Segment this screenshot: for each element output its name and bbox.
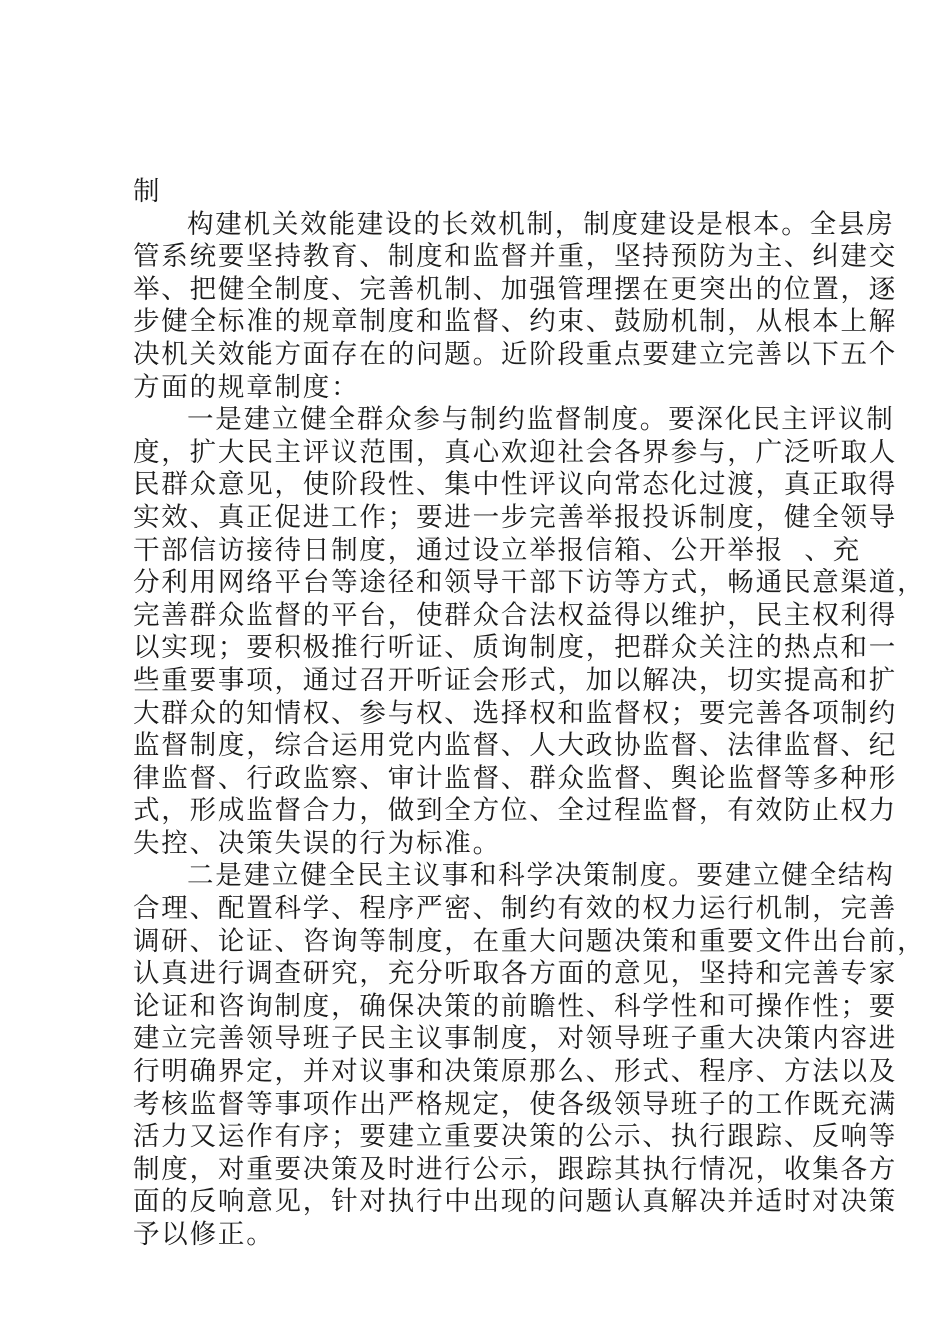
text-line: 些重要事项，通过召开听证会形式，加以解决，切实提高和扩 [133, 664, 898, 696]
text-line: 认真进行调查研究，充分听取各方面的意见，坚持和完善专家 [133, 958, 898, 990]
text-line: 行明确界定，并对议事和决策原那么、形式、程序、方法以及 [133, 1056, 898, 1088]
paragraph-first-line: 构建机关效能建设的长效机制，制度建设是根本。全县房 [187, 208, 895, 240]
text-line: 予以修正。 [133, 1219, 275, 1250]
text-line: 式，形成监督合力，做到全方位、全过程监督，有效防止权力 [133, 795, 898, 827]
text-line: 管系统要坚持教育、制度和监督并重，坚持预防为主、纠建交 [133, 241, 898, 273]
text-line: 决机关效能方面存在的问题。近阶段重点要建立完善以下五个 [133, 338, 898, 370]
paragraph-first-line: 二是建立健全民主议事和科学决策制度。要建立健全结构 [187, 860, 895, 892]
text-line: 大群众的知情权、参与权、选择权和监督权；要完善各项制约 [133, 697, 898, 729]
text-line: 度，扩大民主评议范围，真心欢迎社会各界参与，广泛听取人 [133, 436, 898, 468]
text-line: 实效、真正促进工作；要进一步完善举报投诉制度，健全领导 [133, 501, 898, 533]
text-line: 面的反响意见，针对执行中出现的问题认真解决并适时对决策 [133, 1186, 898, 1218]
text-line: 以实现；要积极推行听证、质询制度，把群众关注的热点和一 [133, 632, 898, 664]
text-line: 考核监督等事项作出严格规定，使各级领导班子的工作既充满 [133, 1088, 898, 1120]
text-line: 建立完善领导班子民主议事制度，对领导班子重大决策内容进 [133, 1023, 898, 1055]
text-line: 活力又运作有序；要建立重要决策的公示、执行跟踪、反响等 [133, 1121, 898, 1153]
text-line: 调研、论证、咨询等制度，在重大问题决策和重要文件出台前， [133, 925, 926, 957]
body-text [133, 176, 926, 1252]
text-line: 监督制度，综合运用党内监督、人大政协监督、法律监督、纪 [133, 730, 898, 762]
text-line: 步健全标准的规章制度和监督、约束、鼓励机制，从根本上解 [133, 306, 898, 338]
text-line: 分利用网络平台等途径和领导干部下访等方式，畅通民意渠道， [133, 567, 926, 599]
text-line: 失控、决策失误的行为标准。 [133, 827, 501, 859]
text-line: 律监督、行政监察、审计监督、群众监督、舆论监督等多种形 [133, 762, 898, 794]
text-line: 方面的规章制度： [133, 371, 360, 403]
text-line: 合理、配置科学、程序严密、制约有效的权力运行机制，完善 [133, 893, 898, 925]
text-line: 干部信访接待日制度，通过设立举报信箱、公开举报 、充 [133, 534, 861, 566]
text-line: 举、把健全制度、完善机制、加强管理摆在更突出的位置，逐 [133, 273, 898, 305]
text-line: 论证和咨询制度，确保决策的前瞻性、科学性和可操作性；要 [133, 990, 898, 1022]
text-line: 民群众意见，使阶段性、集中性评议向常态化过渡，真正取得 [133, 469, 898, 501]
text-line: 完善群众监督的平台，使群众合法权益得以维护，民主权利得 [133, 599, 898, 631]
text-line: 制度，对重要决策及时进行公示，跟踪其执行情况，收集各方 [133, 1153, 898, 1185]
paragraph-first-line: 一是建立健全群众参与制约监督制度。要深化民主评议制 [187, 404, 895, 436]
text-line: 制 [133, 176, 162, 207]
